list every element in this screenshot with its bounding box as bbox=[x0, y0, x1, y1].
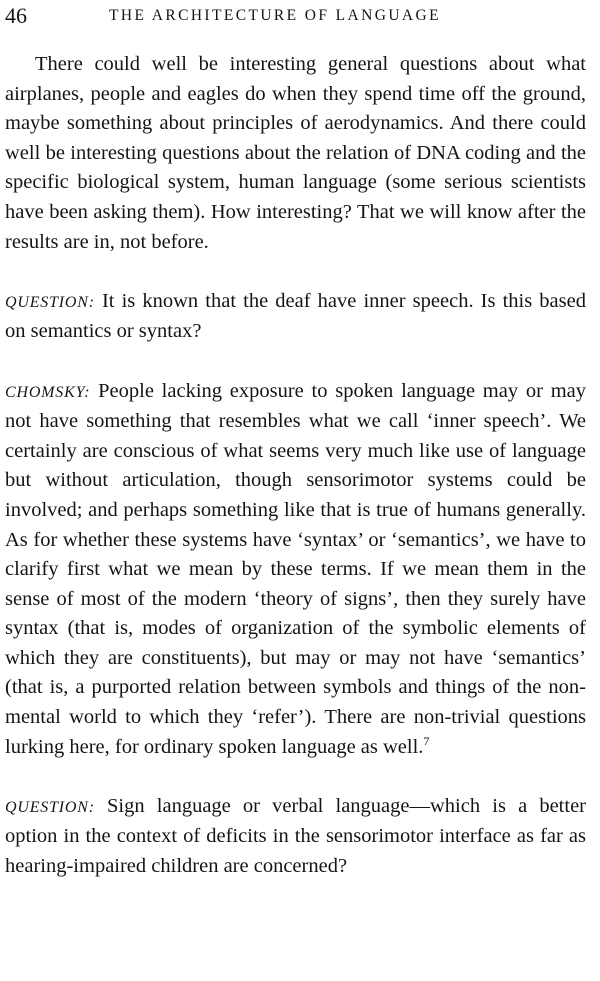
paragraph-text: People lacking exposure to spoken language may or may not have something that resembles what we call ‘inner speech’. We certainly are conscious of what seems very much like use of language but without articulation, though sensorimotor systems could be involved; and perhaps something like that is true of humans generally. As for whether these systems have ‘syntax’ or ‘semantics’, we have to clarify first what we mean by these terms. If we mean them in the sense of most of the modern ‘theory of signs’, then they surely have syntax (that is, modes of organization of the symbolic elements of which they are constituents), but may or may not have ‘semantics’ (that is, a purported relation between symbols and things of the non-mental world to which they ‘refer’). There are non-trivial questions lurking here, for ordinary spoken language as well. bbox=[5, 379, 586, 758]
paragraph-text: It is known that the deaf have inner speech. Is this based on semantics or syntax? bbox=[5, 289, 586, 343]
paragraph-text: There could well be interesting general questions about what airplanes, people and eagles do when they spend time off the ground, maybe something about principles of aerodynamics. And there could well be interesting questions about the relation of DNA coding and the specific biological system, human language (some serious scientists have been asking them). How interesting? That we will know after the results are in, not before. bbox=[5, 53, 586, 253]
speaker-label: CHOMSKY: bbox=[5, 383, 91, 401]
running-title: THE ARCHITECTURE OF LANGUAGE bbox=[109, 7, 441, 24]
running-head bbox=[5, 2, 585, 30]
paragraph-text: Sign language or verbal language—which is a better option in the context of deficits in the sensorimotor interface as far as hearing-impaired children are concerned? bbox=[5, 794, 586, 878]
paragraph-question-sign-language bbox=[5, 792, 586, 882]
speaker-label: QUESTION: bbox=[5, 798, 95, 816]
footnote-reference: 7 bbox=[423, 733, 430, 748]
page-number: 46 bbox=[5, 3, 27, 28]
paragraph-question-inner-speech bbox=[5, 287, 586, 347]
paragraph-intro bbox=[5, 50, 586, 257]
speaker-label: QUESTION: bbox=[5, 293, 95, 311]
paragraph-chomsky-answer bbox=[5, 377, 586, 763]
body-text bbox=[5, 50, 586, 911]
